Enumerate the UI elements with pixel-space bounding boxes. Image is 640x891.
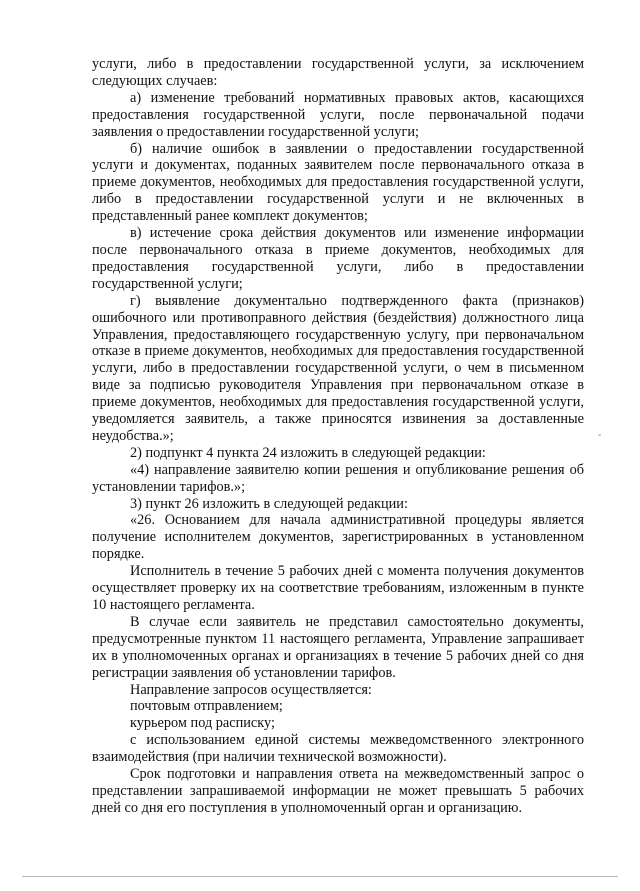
paragraph-continuation: услуги, либо в предоставлении государственной услуги, за исключением следующих случаев: bbox=[92, 56, 584, 89]
paragraph-executor-check: Исполнитель в течение 5 рабочих дней с момента получения документов осуществляет проверку их на соответствие требованиям, изложенным в пункте 10 настоящего регламента. bbox=[92, 563, 584, 613]
paragraph-item-v: в) истечение срока действия документов или изменение информации после первоначального отказа в приеме документов, необходимых для предоставления государственной услуги, либо в предоставлении государственной услуги; bbox=[92, 225, 584, 292]
paragraph-amendment-2: 2) подпункт 4 пункта 24 изложить в следующей редакции: bbox=[130, 444, 486, 461]
paragraph-method-courier: курьером под расписку; bbox=[130, 715, 275, 732]
scan-bottom-edge bbox=[22, 876, 618, 877]
paragraph-item-b: б) наличие ошибок в заявлении о предоставлении государственной услуги и документах, поданных заявителем после первоначального отказа в приеме документов, необходимых для предоставления государственной услуги, либо в предоставлении государственной услуги и не включенных в представленный ранее комплект документов; bbox=[92, 140, 584, 225]
paragraph-response-deadline: Срок подготовки и направления ответа на межведомственный запрос о представлении запрашиваемой информации не может превышать 5 рабочих дней со дня его поступления в уполномоченный орган и организацию. bbox=[92, 766, 584, 816]
paragraph-item-a: а) изменение требований нормативных правовых актов, касающихся предоставления государственной услуги, после первоначальной подачи заявления о предоставлении государственной услуги; bbox=[92, 89, 584, 140]
scan-speck bbox=[598, 434, 601, 436]
document-body bbox=[92, 56, 584, 817]
paragraph-request-methods: Направление запросов осуществляется: bbox=[130, 681, 372, 698]
paragraph-quote-26: «26. Основанием для начала административной процедуры является получение исполнителем документов, зарегистрированных в установленном порядке. bbox=[92, 512, 584, 563]
paragraph-method-electronic: с использованием единой системы межведомственного электронного взаимодействия (при наличии технической возможности). bbox=[92, 732, 584, 766]
paragraph-item-g: г) выявление документально подтвержденного факта (признаков) ошибочного или противоправного действия (бездействия) должностного лица Управления, предоставляющего государственную услугу, при первоначальном отказе в приеме документов, необходимых для предоставления государственной услуги, либо в предоставлении государственной услуги, о чем в письменном виде за подписью руководителя Управления при первоначальном отказе в приеме документов, необходимых для предоставления государственной услуги, уведомляется заявитель, а также приносятся извинения за доставленные неудобства.»; bbox=[92, 292, 584, 444]
paragraph-requests: В случае если заявитель не представил самостоятельно документы, предусмотренные пунктом 11 настоящего регламента, Управление запрашивает их в уполномоченных органах и организациях в течение 5 рабочих дней со дня регистрации заявления об установлении тарифов. bbox=[92, 613, 584, 681]
paragraph-method-mail: почтовым отправлением; bbox=[130, 698, 283, 715]
paragraph-amendment-3: 3) пункт 26 изложить в следующей редакции: bbox=[130, 495, 408, 512]
paragraph-quote-4: «4) направление заявителю копии решения и опубликование решения об установлении тарифов.»; bbox=[92, 461, 584, 495]
